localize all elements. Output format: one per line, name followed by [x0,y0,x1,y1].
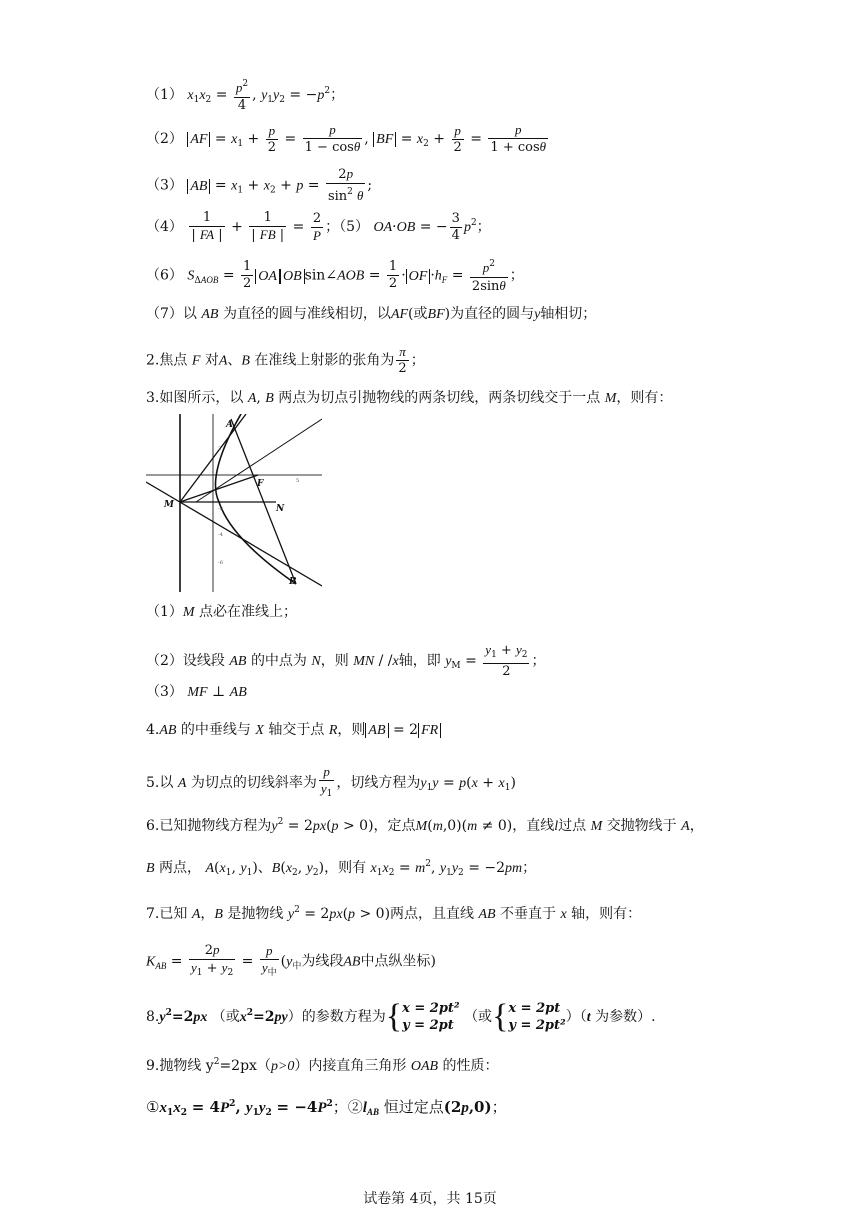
label-B: B [289,577,297,587]
property-2: （2） AF = $x_1$ + $\frac{p}{2}$ = $\frac{p}{1 - \cos\theta}$ , BF = $x_2$ + $\frac{p}{2}$ = $\frac{p}{1 + \cos\theta}$ [146,122,547,155]
svg-text:-4: -4 [218,532,223,538]
property-1: （1） $x_1x_2$ = $\frac{p^2}{4}$ , $y_1y_2 = -p^2$； [146,76,344,114]
svg-text:-6: -6 [218,560,223,566]
statement-3-item-1: （1）M 点必在准线上； [146,604,298,620]
statement-7-formula: $K_{AB}$ = $\frac{2p}{y_1 + y_2}$ = $\frac{p}{y_中}$ ($y_中$为线段AB中点纵坐标) [146,942,436,978]
statement-3-item-2: （2）设线段 AB 的中点为 N，则 MN / /x轴，即 $y_M$ = $\frac{y_1 + y_2}{2}$ ； [146,642,546,679]
label-A: A [226,420,233,430]
parabola-tangent-figure [146,414,322,592]
page-footer: 试卷第 4页，共 15页 [363,1191,497,1207]
property-4-5: （4） $\frac{1}{| FA |}$ + $\frac{1}{| FB |}$ = $\frac{2}{P}$ ；（5） OA·OB = − $\frac{3}{4}$ $p^2$； [146,210,491,243]
statement-9: 9.抛物线 $y^2=2px(p>0)$内接直角三角形 OAB 的性质： [146,1057,499,1074]
statement-5: 5.以 A 为切点的切线斜率为 $\frac{p}{y_1}$ ，切线方程为$y_1y = p(x + x_1)$ [146,764,516,799]
label-F: F [257,479,264,489]
statement-8: $8.y^2=2px$ （或$x^2=2py$）的参数方程为{x = 2pt² y = 2pt （或{x = 2pt y = 2pt²）（t 为参数）. [146,998,656,1035]
statement-6-line-2: B 两点， $A(x_1$, $y_1$)、$B(x_2$, $y_2$)，则有 $x_1x_2 = m^2$, $y_1y_2 = -2pm$； [146,859,537,878]
svg-text:2: 2 [218,446,222,452]
label-N: N [276,504,285,514]
svg-text:-2: -2 [218,506,223,512]
svg-text:5: 5 [296,478,300,484]
property-7: （7）以 AB 为直径的圆与准线相切，以AF(或BF)为直径的圆与y轴相切； [146,306,597,322]
statement-2: 2.焦点 F 对A、B 在准线上射影的张角为 $\frac{\pi}{2}$ ； [146,344,425,376]
property-6: （6） $S_{\Delta AOB}$ = $\frac{1}{2}$ OA OB sin∠AOB = $\frac{1}{2}$ · OF $\cdot h_F$ = $\frac{p^2}{2\sin\theta}$ ； [146,256,524,295]
property-3: （3） AB = $x_1 + x_2 + p$ = $\frac{2p}{\sin^2 \theta}$ ; [146,166,373,204]
statement-4: 4.AB 的中垂线与 X 轴交于点 R，则 AB = 2 FR [146,720,441,741]
statement-7: 7.已知 A，B 是抛物线 $y^2 = 2px(p > 0)$两点，且直线 AB 不垂直于 x 轴，则有： [146,905,642,922]
label-M: M [164,500,174,510]
statement-3-item-3: （3） MF ⊥ AB [146,684,247,700]
statement-6-line-1: 6.已知抛物线方程为$y^2 = 2px(p > 0)$，定点M(m,0)(m ≠ 0)，直线l过点 M 交抛物线于 A， [146,817,704,834]
statement-3: 3.如图所示，以 A, B 两点为切点引抛物线的两条切线，两条切线交于一点 M，则有： [146,390,673,406]
statement-9-properties: $①x_1x_2 = 4P^2$, $y_1y_2 = -4P^2$；$②l_{AB}$ 恒过定点(2p,0)； [146,1098,507,1118]
